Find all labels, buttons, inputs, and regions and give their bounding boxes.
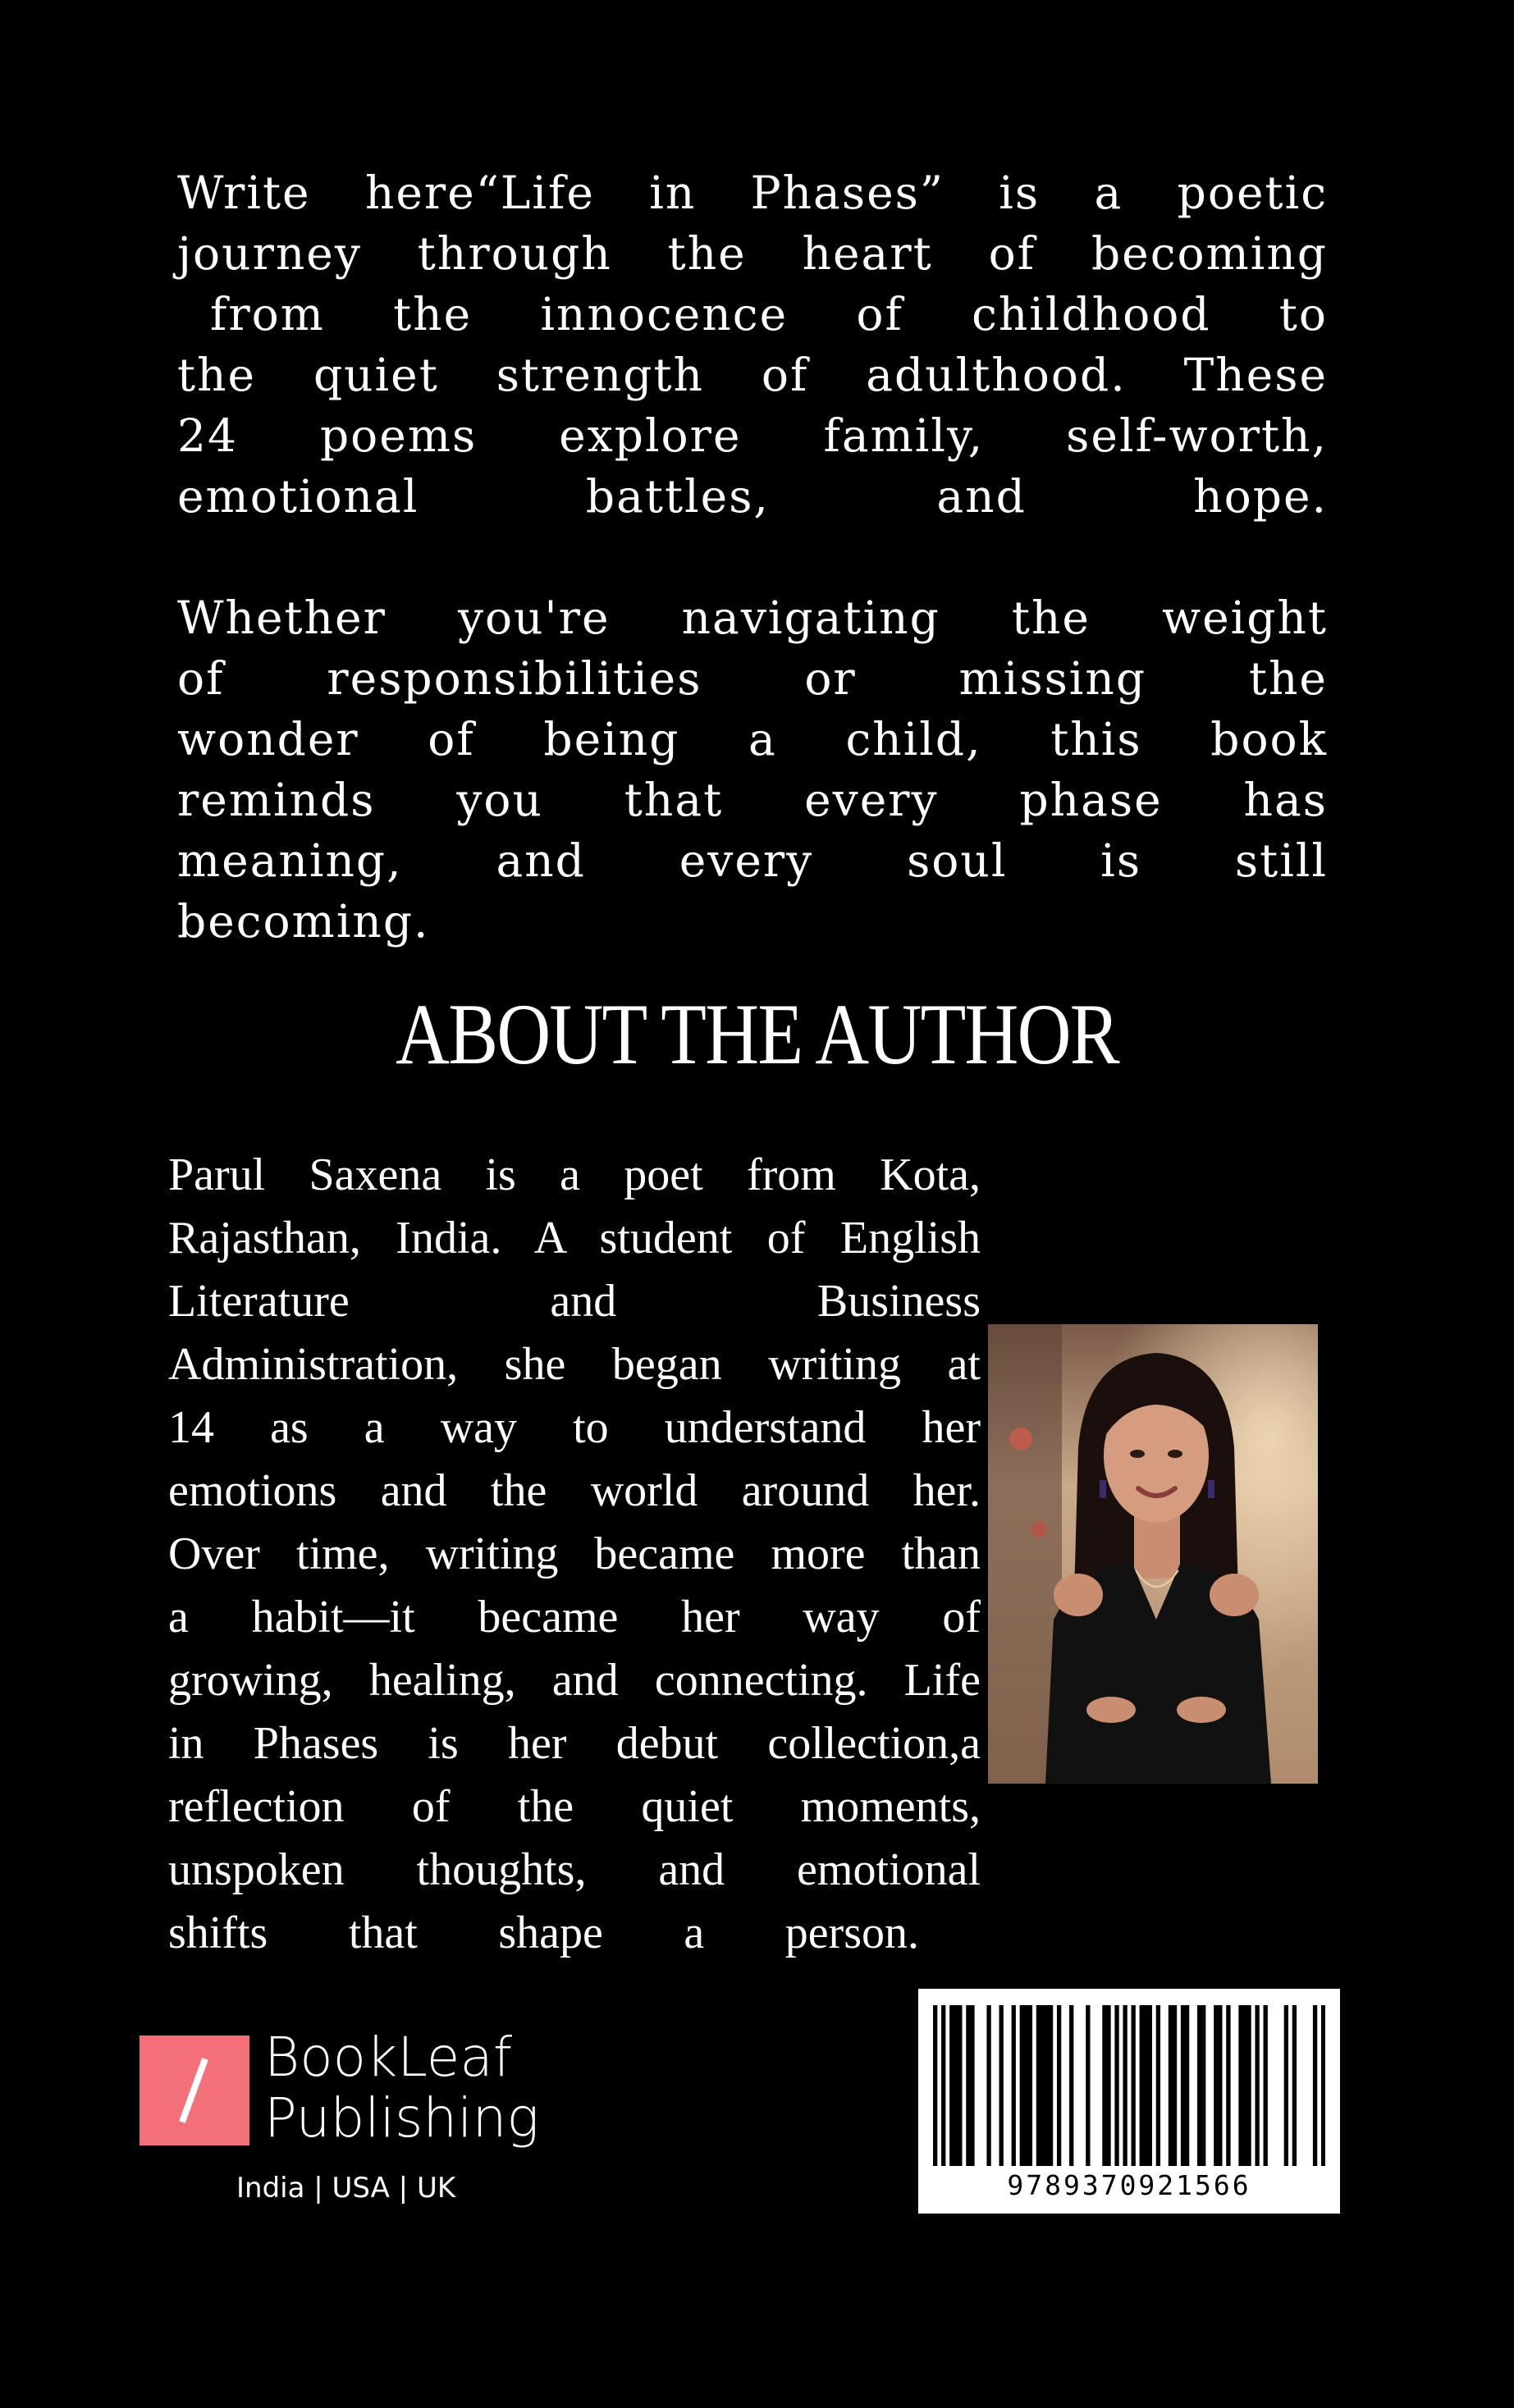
blurb-line: wonder of being a child, this book — [177, 713, 1328, 765]
barcode-bar — [1226, 2005, 1230, 2166]
barcode-bar — [1024, 2005, 1028, 2166]
publisher-name-line-1: BookLeaf — [264, 2026, 513, 2089]
blurb-line: meaning, and every soul is still — [177, 834, 1328, 887]
barcode-bar — [933, 2005, 937, 2166]
publisher-logo — [140, 2026, 566, 2224]
author-photo — [988, 1324, 1318, 1784]
barcode-bar — [1292, 2005, 1297, 2166]
barcode-bar — [986, 2005, 990, 2166]
author-portrait-illustration — [988, 1324, 1318, 1784]
bio-line: Administration, she began writing at — [168, 1339, 981, 1390]
bio-line: shifts that shape a person. — [168, 1908, 919, 1958]
barcode-bar — [1057, 2005, 1061, 2166]
barcode-bar — [1214, 2005, 1218, 2166]
blurb-line: journey through the heart of becoming — [177, 227, 1328, 280]
blurb-line: emotional battles, and hope. — [177, 470, 1328, 523]
barcode-bar — [1197, 2005, 1201, 2166]
bio-line: growing, healing, and connecting. Life — [168, 1655, 981, 1706]
bio-line: 14 as a way to understand her — [168, 1402, 981, 1453]
isbn-number: 9789370921566 — [1007, 2169, 1251, 2201]
author-bio — [168, 1144, 981, 1965]
barcode-bar — [1041, 2005, 1045, 2166]
barcode-bar — [1201, 2005, 1205, 2166]
barcode-bar — [954, 2005, 958, 2166]
barcode-bar — [1132, 2005, 1136, 2166]
barcode-bars — [933, 2005, 1325, 2166]
barcode-bar — [1284, 2005, 1288, 2166]
barcode-bar — [1028, 2005, 1032, 2166]
blurb-line: becoming. — [177, 895, 430, 948]
barcode-bar — [941, 2005, 945, 2166]
barcode-bar — [1049, 2005, 1053, 2166]
slash-glyph — [179, 2058, 208, 2123]
blurb-line: from the innocence of childhood to — [210, 288, 1328, 340]
barcode-bar — [1264, 2005, 1268, 2166]
barcode-bar — [1169, 2005, 1173, 2166]
barcode-bar — [1246, 2005, 1251, 2166]
blurb-line: the quiet strength of adulthood. These — [177, 349, 1328, 401]
barcode-bar — [1106, 2005, 1110, 2166]
barcode-bar — [966, 2005, 970, 2166]
barcode-bar — [949, 2005, 954, 2166]
publisher-name-line-2: Publishing — [264, 2086, 540, 2150]
bio-line: unspoken thoughts, and emotional — [168, 1844, 981, 1895]
blurb-line: of responsibilities or missing the — [177, 652, 1328, 705]
blurb-paragraph-2 — [177, 587, 1328, 952]
barcode-bar — [1242, 2005, 1246, 2166]
barcode-bar — [1238, 2005, 1242, 2166]
bio-line: Rajasthan, India. A student of English — [168, 1213, 981, 1263]
bookleaf-mark-icon — [140, 2036, 249, 2145]
barcode-bar — [1036, 2005, 1041, 2166]
barcode-bar — [1069, 2005, 1073, 2166]
bio-line: Over time, writing became more than — [168, 1528, 981, 1579]
barcode-bar — [1045, 2005, 1049, 2166]
bio-line: in Phases is her debut collection,a — [168, 1718, 981, 1769]
barcode-bar — [1156, 2005, 1160, 2166]
barcode-bar — [1102, 2005, 1106, 2166]
bio-line: emotions and the world around her. — [168, 1465, 981, 1516]
blurb-line: Whether you're navigating the weight — [177, 592, 1328, 644]
barcode-bar — [1020, 2005, 1024, 2166]
blurb-line: reminds you that every phase has — [177, 774, 1328, 826]
publisher-regions: India | USA | UK — [236, 2172, 456, 2205]
barcode-bar — [1255, 2005, 1259, 2166]
barcode-bar — [1173, 2005, 1177, 2166]
barcode-bar — [1321, 2005, 1325, 2166]
about-author-heading: ABOUT THE AUTHOR — [396, 986, 1118, 1082]
blurb-line: 24 poems explore family, self-worth, — [177, 409, 1328, 462]
barcode-bar — [1012, 2005, 1016, 2166]
isbn-barcode — [918, 1989, 1340, 2214]
barcode-bar — [1218, 2005, 1222, 2166]
barcode-bar — [1185, 2005, 1189, 2166]
barcode-bar — [1140, 2005, 1144, 2166]
barcode-bar — [1144, 2005, 1148, 2166]
bio-line: a habit—it became her way of — [168, 1592, 981, 1643]
bio-line: Parul Saxena is a poet from Kota, — [168, 1149, 981, 1200]
bio-line: Literature and Business — [168, 1276, 981, 1327]
blurb-paragraph-1 — [177, 162, 1328, 527]
blurb-line: Write here“Life in Phases” is a poetic — [177, 167, 1328, 219]
barcode-bar — [1148, 2005, 1152, 2166]
bio-line: reflection of the quiet moments, — [168, 1781, 981, 1832]
barcode-bar — [1114, 2005, 1118, 2166]
barcode-bar — [1123, 2005, 1127, 2166]
barcode-bar — [1181, 2005, 1185, 2166]
barcode-bar — [999, 2005, 1004, 2166]
barcode-bar — [1086, 2005, 1090, 2166]
barcode-bar — [1313, 2005, 1317, 2166]
barcode-bar — [970, 2005, 974, 2166]
barcode-bar — [958, 2005, 962, 2166]
publisher-name — [264, 2027, 539, 2149]
